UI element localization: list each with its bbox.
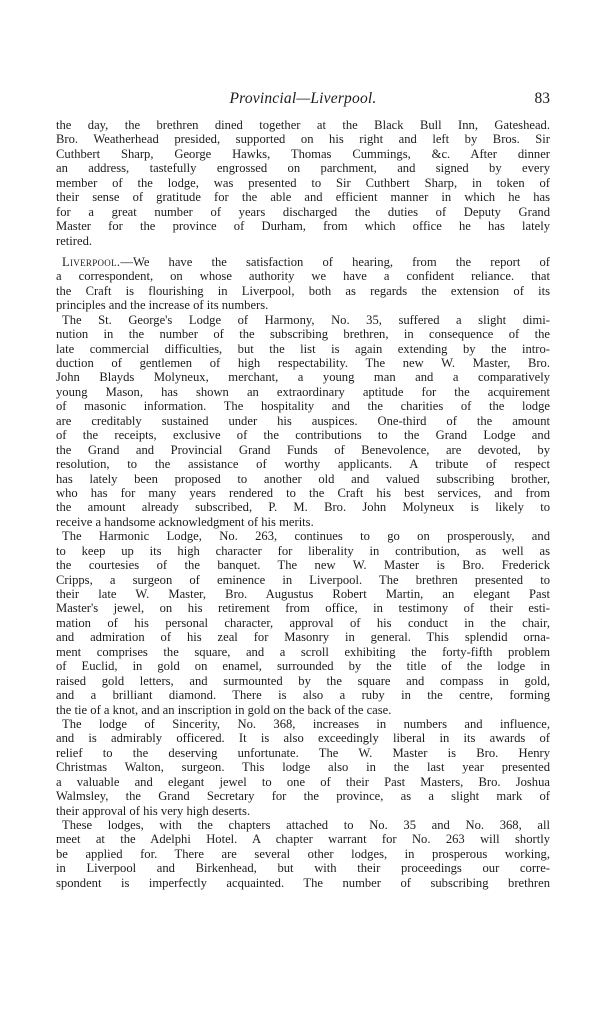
text-line: late commercial difficulties, but the list is again extending by the intro- — [56, 341, 550, 356]
text-line: receive a handsome acknowledgment of his merits. — [56, 514, 314, 529]
text-line: for a great number of years discharged the duties of Deputy Grand — [56, 204, 550, 219]
text-line: Bro. Weatherhead presided, supported on his right and left by Bros. Sir — [56, 132, 550, 147]
text-line: in Liverpool and Birkenhead, but with their proceedings our corre- — [56, 861, 550, 876]
text-line: The lodge of Sincerity, No. 368, increases in numbers and influence, — [62, 716, 550, 731]
text-line: the amount already subscribed, P. M. Bro. John Molyneux is likely to — [56, 500, 550, 515]
text-line: The Harmonic Lodge, No. 263, continues to go on prosperously, and — [62, 529, 550, 544]
text-run: —We have the satisfaction of hearing, from the report of — [120, 254, 550, 269]
text-line: member of the lodge, was presented to Sir Cuthbert Sharp, in token of — [56, 175, 550, 190]
running-title: Provincial—Liverpool. — [229, 90, 377, 107]
text-line: spondent is imperfectly acquainted. The number of subscribing brethren — [56, 875, 550, 890]
text-line: ment comprises the square, and a scroll exhibiting the forty-fifth problem — [56, 644, 550, 659]
text-line: the Grand and Provincial Grand Funds of Benevolence, are devoted, by — [56, 442, 550, 457]
text-line: relief to the deserving unfortunate. The W. Master is Bro. Henry — [56, 745, 550, 760]
text-line: and is admirably officered. It is also exceedingly liberal in its awards of — [56, 731, 550, 746]
text-line: and admiration of his zeal for Masonry in general. This splendid orna- — [56, 630, 550, 645]
text-line: their approval of his very high deserts. — [56, 803, 251, 818]
paragraph — [56, 313, 550, 530]
text-line: and a brilliant diamond. There is also a ruby in the centre, forming — [56, 688, 550, 703]
text-line: the tie of a knot, and an inscription in gold on the back of the case. — [56, 702, 392, 717]
text-line: the Craft is flourishing in Liverpool, both as regards the extension of its — [56, 283, 550, 298]
text-line: are creditably sustained under his auspices. One-third of the amount — [56, 413, 550, 428]
text-line: an address, tastefully engrossed on parchment, and signed by every — [56, 161, 550, 176]
text-line: their late W. Master, Bro. Augustus Robert Martin, an elegant Past — [56, 587, 550, 601]
text-line: nution in the number of the subscribing brethren, in consequence of the — [56, 327, 550, 342]
text-line: meet at the Adelphi Hotel. A chapter warrant for No. 263 will shortly — [56, 832, 550, 847]
paragraph — [56, 818, 550, 890]
text-line: resolution, to the assistance of worthy applicants. A tribute of respect — [56, 457, 550, 472]
section-lead: Liverpool. — [62, 254, 121, 269]
text-line: duction of gentlemen of high respectability. The new W. Master, Bro. — [56, 356, 550, 370]
text-line: Master for the province of Durham, from which office he has lately — [56, 219, 550, 234]
text-line: These lodges, with the chapters attached to No. 35 and No. 368, all — [62, 818, 550, 832]
paragraph — [56, 118, 550, 248]
text-line: Cuthbert Sharp, George Hawks, Thomas Cummings, &c. After dinner — [56, 146, 550, 161]
text-line: young Mason, has shown an extraordinary aptitude for the acquirement — [56, 384, 550, 399]
text-line: be applied for. There are several other lodges, in prosperous working, — [56, 846, 550, 861]
text-line: Christmas Walton, surgeon. This lodge also in the last year presented — [56, 760, 550, 775]
body-text — [56, 118, 550, 890]
page-number: 83 — [534, 90, 550, 107]
text-line: the day, the brethren dined together at the Black Bull Inn, Gateshead. — [56, 118, 550, 132]
text-line: the courtesies of the banquet. The new W. Master is Bro. Frederick — [56, 558, 550, 573]
paragraph — [56, 717, 550, 818]
paragraph-gap — [56, 248, 550, 255]
text-line: their sense of gratitude for the able and efficient manner in which he has — [56, 190, 550, 205]
text-line: to keep up its high character for liberality in contribution, as well as — [56, 543, 550, 558]
text-line: John Blayds Molyneux, merchant, a young man and a comparatively — [56, 370, 550, 385]
paragraph — [56, 255, 550, 313]
text-line: a correspondent, on whose authority we have a confident reliance. that — [56, 269, 550, 284]
text-line: of Euclid, in gold on enamel, surrounded by the title of the lodge in — [56, 659, 550, 674]
text-line: mation of his personal character, approval of his conduct in the chair, — [56, 615, 550, 630]
text-line: principles and the increase of its numbers. — [56, 298, 269, 313]
text-line: of masonic information. The hospitality and the charities of the lodge — [56, 399, 550, 414]
text-line: has lately been proposed to another old and valued subscribing brother, — [56, 471, 550, 486]
text-line: of the receipts, exclusive of the contributions to the Grand Lodge and — [56, 428, 550, 443]
text-line: retired. — [56, 233, 93, 248]
text-line: Cripps, a surgeon of eminence in Liverpool. The brethren presented to — [56, 572, 550, 587]
text-line: who has for many years rendered to the Craft his best services, and from — [56, 485, 550, 500]
text-line: Walmsley, the Grand Secretary for the province, as a slight mark of — [56, 789, 550, 804]
text-line: a valuable and elegant jewel to one of their Past Masters, Bro. Joshua — [56, 774, 550, 789]
text-line: The St. George's Lodge of Harmony, No. 35, suffered a slight dimi- — [62, 312, 550, 327]
text-line: Master's jewel, on his retirement from office, in testimony of their esti- — [56, 601, 550, 616]
running-head — [56, 90, 550, 112]
paragraph — [56, 529, 550, 717]
text-line: raised gold letters, and surmounted by the square and compass in gold, — [56, 673, 550, 688]
text-line — [56, 255, 550, 269]
